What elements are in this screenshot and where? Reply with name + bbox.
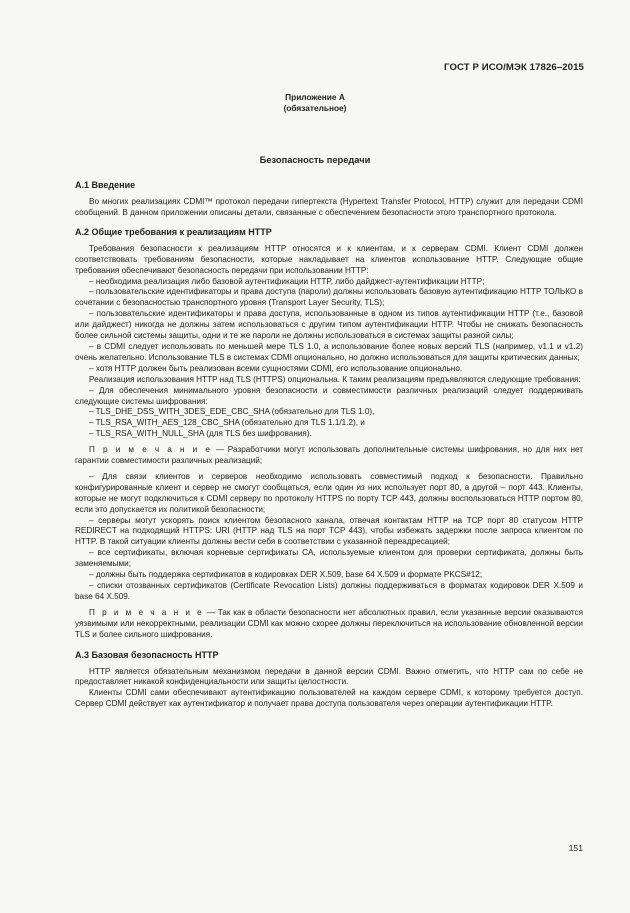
section-heading-a3: А.3 Базовая безопасность HTTP bbox=[75, 649, 219, 660]
note-text: — Разработчики могут использовать дополнительные системы шифрования, но для них нет гарантии совместимости различных реализаций; bbox=[75, 445, 584, 466]
list-item: – хотя HTTP должен быть реализован всеми сущностями CDMI, его использование опционально. bbox=[89, 363, 463, 373]
note bbox=[75, 445, 583, 467]
note-label: П р и м е ч а н и е bbox=[89, 445, 213, 455]
list-item: – Для обеспечения минимального уровня безопасности и совместимости различных реализаций следует поддерживать следующие системы шифрования: bbox=[75, 385, 583, 406]
paragraph: Требования безопасности к реализациям HTTP относятся и к клиентам, и к серверам CDMI. Клиент CDMI должен соответствовать требованиям безопасности, которые накладывает на клиентов использование HTTP. Следующие общие требования обеспечивают безопасность передачи при использовании HTTP: bbox=[75, 243, 583, 275]
page-title: Безопасность передачи bbox=[259, 155, 371, 165]
cipher-suite-item: – TLS_RSA_WITH_AES_128_CBC_SHA (обязательно для TLS 1.1/1.2), и bbox=[89, 418, 365, 428]
list-item: – пользовательские идентификаторы и права доступа, использованные в одном из типов аутентификации HTTP (т.е., базовой или дайджест) никогда не должны затем использоваться с другим типом аутентификации HTTP. Чтобы не снижать безопасность более сильной системы защиты, одни и те же пароли не должны использоваться в системах защиты разной силы; bbox=[75, 309, 583, 341]
appendix-title: Приложение А bbox=[285, 92, 345, 102]
list-item: – должны быть поддержка сертификатов в кодировках DER X.509, base 64 X.509 и формате PKCS#12; bbox=[89, 570, 483, 580]
list-item: – все сертификаты, включая корневые сертификаты CA, используемые клиентом для проверки сертификата, должны быть заменяемыми; bbox=[75, 548, 583, 569]
cipher-suite-item: – TLS_DHE_DSS_WITH_3DES_EDE_CBC_SHA (обязательно для TLS 1.0), bbox=[89, 407, 375, 417]
cipher-suite-item: – TLS_RSA_WITH_NULL_SHA (для TLS без шифрования). bbox=[89, 429, 312, 439]
paragraph: Во многих реализациях CDMI™ протокол передачи гипертекста (Hypertext Transfer Protocol, HTTP) служит для передачи CDMI сообщений. В данном приложении описаны детали, связанные с обеспечением безопасности этого транспортного протокола. bbox=[75, 197, 583, 217]
document-body bbox=[75, 180, 583, 710]
paragraph: Реализация использования HTTP над TLS (HTTPS) опциональна. К таким реализациям предъявляются следующие требования: bbox=[89, 374, 581, 384]
paragraph: HTTP является обязательным механизмом передачи в данной версии CDMI. Важно отметить, что HTTP сам по себе не предоставляет никакой конфиденциальности или защиты целостности. bbox=[75, 666, 583, 687]
list-item: – пользовательские идентификаторы и права доступа (пароли) должны использовать базовую аутентификацию HTTP ТОЛЬКО в сочетании с безопасностью транспортного уровня (Transport Layer Security, TLS); bbox=[75, 287, 583, 308]
list-item: – Для связи клиентов и серверов необходимо использовать совместимый подход к безопасности. Правильно конфигурированные клиент и сервер не смогут сообщаться, если один из них использует порт 80, а другой – порт 443. Клиенты, которые не могут подключиться к CDMI серверу по протоколу HTTPS по порту TCP 443, должны воспользоваться HTTP портом 80, если это допускается их политикой безопасности; bbox=[75, 471, 583, 514]
appendix-status: (обязательное) bbox=[283, 103, 347, 113]
section-heading-a2: А.2 Общие требования к реализациям HTTP bbox=[75, 226, 272, 237]
note-text: — Так как в области безопасности нет абсолютных правил, если указанные версии оказываются уязвимыми или некорректными, реализации CDMI как можно скорее должны переключиться на использование обновленной версии TLS и более сильного шифрования. bbox=[75, 607, 583, 639]
list-item: – в CDMI следует использовать по меньшей мере TLS 1.0, а использование более новых версий TLS (например, v1.1 и v1.2) очень желательно. Использование TLS в системах CDMI опционально, но должно использоваться для защиты критических данных; bbox=[75, 341, 583, 362]
section-heading-a1: А.1 Введение bbox=[75, 180, 136, 190]
list-item: – серверы могут ускорять поиск клиентом безопасного канала, отвечая контактам HTTP на TCP порт 80 статусом HTTP REDIRECT на подходящий HTTPS: URI (HTTP над TLS на порт TCP 443), чтобы избежать задержки после запроса клиентом по HTTP. В такой ситуации клиенты должны вести себя в соответствии с указанной переадресацией; bbox=[75, 515, 583, 547]
paragraph: Клиенты CDMI сами обеспечивают аутентификацию пользователей на каждом сервере CDMI, к которому требуется доступ. Сервер CDMI действует как аутентификатор и получает права доступа пользователя через операции аутентификации HTTP. bbox=[75, 688, 583, 709]
appendix-label bbox=[0, 92, 630, 114]
page-number: 151 bbox=[568, 843, 583, 853]
list-item: – необходима реализация либо базовой аутентификации HTTP, либо дайджест-аутентификации HTTP; bbox=[89, 276, 485, 286]
list-item: – списки отозванных сертификатов (Certificate Revocation Lists) должны поддерживаться в форматах кодировок DER X.509 и base 64 X.509. bbox=[75, 581, 583, 601]
note bbox=[75, 608, 583, 641]
standard-designation: ГОСТ Р ИСО/МЭК 17826–2015 bbox=[444, 62, 584, 73]
note-label: П р и м е ч а н и е bbox=[89, 607, 204, 617]
